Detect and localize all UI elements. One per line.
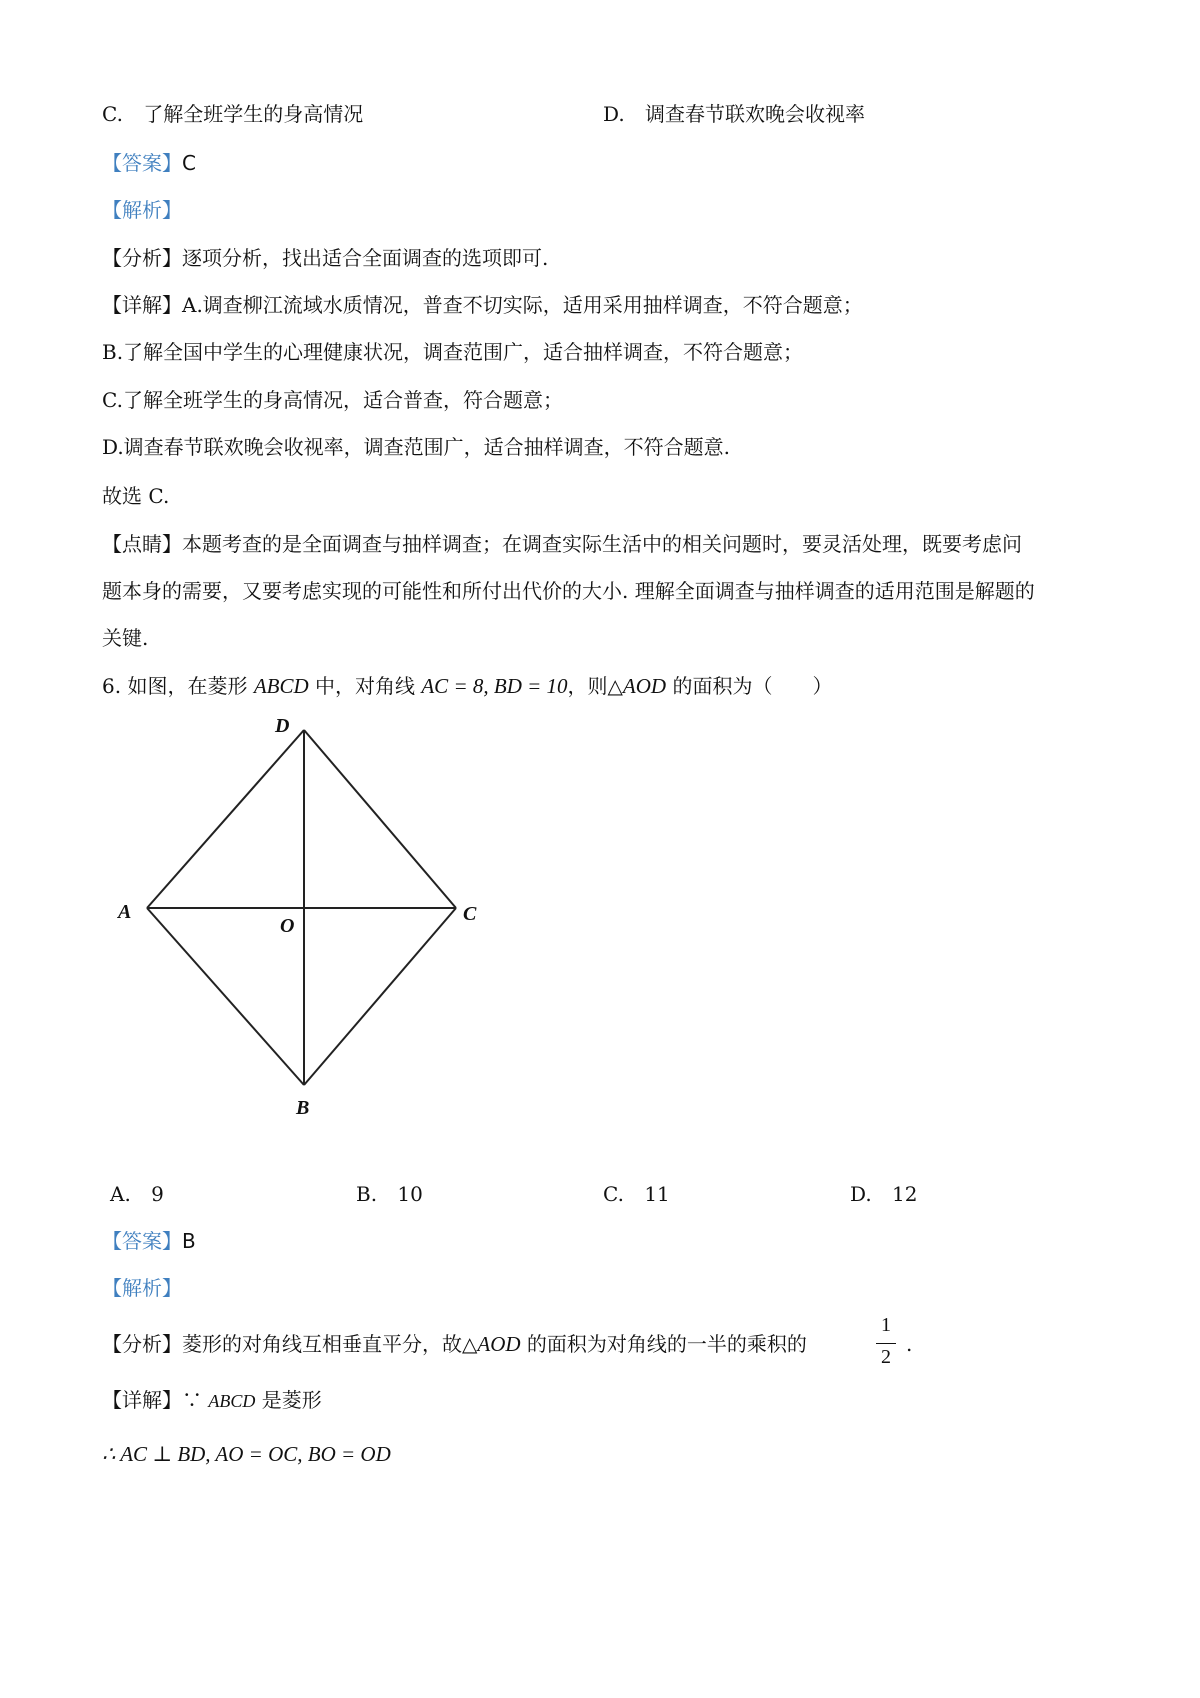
option-letter: B.	[356, 1182, 378, 1206]
fenxi-tag: 【分析】	[102, 1332, 182, 1356]
q6-option-c	[603, 1180, 670, 1208]
q6-option-b	[356, 1180, 423, 1208]
stem-suffix: 的面积为（ ）	[672, 674, 833, 698]
fenxi-text-b: 的面积为对角线的一半的乘积的	[526, 1332, 807, 1356]
option-value: 9	[151, 1182, 164, 1206]
q5-line-b: B.了解全国中学生的心理健康状况，调查范围广，适合抽样调查，不符合题意；	[102, 340, 804, 364]
label-b: B	[296, 1097, 310, 1119]
option-text: 调查春节联欢晚会收视率	[645, 102, 866, 126]
xiangjie-text: 是菱形	[255, 1388, 322, 1412]
answer-value: C	[182, 151, 196, 175]
q5-line-d: D.调查春节联欢晚会收视率，调查范围广，适合抽样调查，不符合题意.	[102, 435, 731, 459]
q5-dianjing-line-3: 关键.	[102, 626, 149, 650]
q6-fenxi	[102, 1330, 807, 1358]
option-letter: A.	[110, 1182, 131, 1206]
stem-rhombus-name: ABCD	[253, 674, 309, 698]
option-letter: D.	[603, 102, 625, 126]
answer-tag: 【答案】	[102, 1229, 182, 1253]
fenxi-text-a: 菱形的对角线互相垂直平分，故△	[182, 1332, 478, 1356]
label-o: O	[280, 915, 295, 937]
fraction-bar	[876, 1343, 896, 1344]
q5-jiexi-tag: 【解析】	[102, 198, 182, 222]
stem-condition: AC = 8, BD = 10	[421, 674, 568, 698]
xiangjie-rhombus-name: ABCD	[208, 1391, 256, 1411]
q6-therefore-line: ∴ AC ⊥ BD, AO = OC, BO = OD	[102, 1442, 391, 1466]
xiangjie-tag: 【详解】	[102, 1388, 182, 1412]
label-c: C	[463, 903, 477, 925]
edge-cb	[304, 908, 456, 1085]
fraction-denominator: 2	[881, 1346, 891, 1368]
fenxi-triangle-name: AOD	[477, 1332, 521, 1356]
stem-triangle-name: AOD	[622, 674, 667, 698]
option-text: 了解全班学生的身高情况	[143, 102, 364, 126]
q6-xiangjie	[102, 1386, 322, 1415]
xiangjie-tag: 【详解】	[102, 293, 182, 317]
option-letter: D.	[850, 1182, 872, 1206]
answer-tag: 【答案】	[102, 151, 182, 175]
edge-ad	[147, 730, 304, 908]
label-d: D	[275, 715, 290, 737]
answer-value: B	[182, 1229, 196, 1253]
because-symbol: ∵	[182, 1388, 209, 1412]
q6-jiexi-tag: 【解析】	[102, 1276, 182, 1300]
option-value: 11	[644, 1182, 670, 1206]
q6-option-a	[110, 1180, 164, 1208]
fenxi-tag: 【分析】	[102, 246, 182, 270]
q5-line-c: C.了解全班学生的身高情况，适合普查，符合题意；	[102, 388, 563, 412]
q5-dianjing-line-2: 题本身的需要，又要考虑实现的可能性和所付出代价的大小. 理解全面调查与抽样调查的适用范围是解题的	[102, 579, 1035, 603]
option-value: 12	[892, 1182, 918, 1206]
option-letter: C.	[603, 1182, 624, 1206]
fenxi-end: .	[906, 1332, 913, 1356]
fenxi-text: 逐项分析，找出适合全面调查的选项即可.	[182, 246, 549, 270]
q6-answer	[102, 1227, 196, 1255]
dianjing-text-1: 本题考查的是全面调查与抽样调查；在调查实际生活中的相关问题时，要灵活处理，既要考虑问	[182, 532, 1022, 556]
fraction-numerator: 1	[881, 1314, 891, 1336]
q6-option-d	[850, 1180, 918, 1208]
option-letter: C.	[102, 102, 123, 126]
option-value: 10	[397, 1182, 423, 1206]
stem-prefix: 6. 如图，在菱形	[102, 674, 248, 698]
q5-conclusion: 故选 C.	[102, 484, 170, 508]
edge-dc	[304, 730, 456, 908]
xiangjie-line-a: A.调查柳江流域水质情况，普查不切实际，适用采用抽样调查，不符合题意；	[182, 293, 863, 317]
stem-middle: 中，对角线	[315, 674, 415, 698]
stem-triangle-prefix: ，则△	[567, 674, 623, 698]
dianjing-tag: 【点睛】	[102, 532, 182, 556]
label-a: A	[118, 901, 132, 923]
